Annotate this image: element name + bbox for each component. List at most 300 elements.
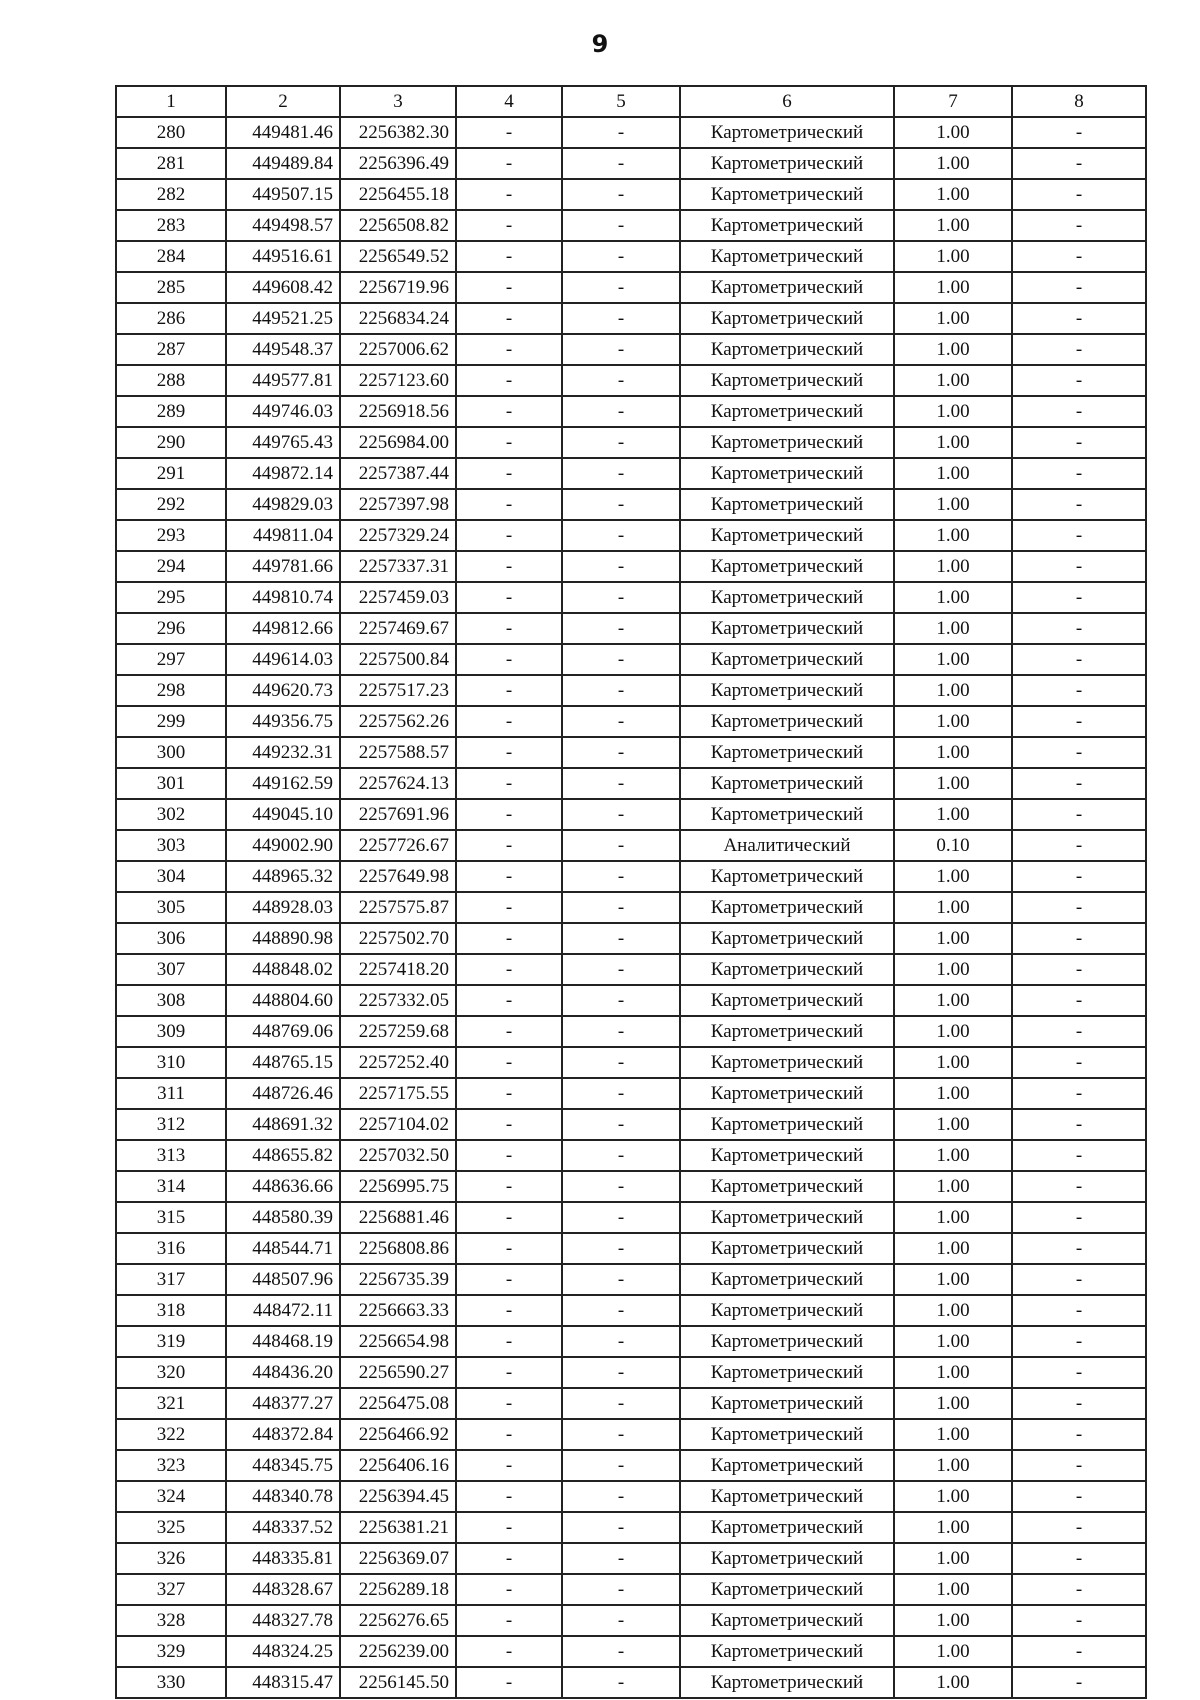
table-cell: 2257123.60 xyxy=(340,365,456,396)
table-cell: - xyxy=(456,1574,562,1605)
table-cell: 449781.66 xyxy=(226,551,340,582)
table-cell: 1.00 xyxy=(894,334,1012,365)
table-cell: 1.00 xyxy=(894,117,1012,148)
table-cell: 297 xyxy=(116,644,226,675)
table-cell: 1.00 xyxy=(894,1636,1012,1667)
table-cell: 449521.25 xyxy=(226,303,340,334)
table-cell: 449811.04 xyxy=(226,520,340,551)
table-cell: 2256808.86 xyxy=(340,1233,456,1264)
table-cell: - xyxy=(562,117,680,148)
table-cell: - xyxy=(1012,1233,1146,1264)
table-cell: 448769.06 xyxy=(226,1016,340,1047)
table-cell: 2257562.26 xyxy=(340,706,456,737)
table-cell: 1.00 xyxy=(894,1078,1012,1109)
table-cell: - xyxy=(456,1326,562,1357)
table-row xyxy=(116,768,1146,799)
table-row xyxy=(116,241,1146,272)
table-cell: 287 xyxy=(116,334,226,365)
table-cell: 2257517.23 xyxy=(340,675,456,706)
table-cell: 449045.10 xyxy=(226,799,340,830)
table-cell: - xyxy=(456,520,562,551)
table-cell: - xyxy=(456,1202,562,1233)
table-cell: 448890.98 xyxy=(226,923,340,954)
table-cell: 291 xyxy=(116,458,226,489)
table-cell: 2257500.84 xyxy=(340,644,456,675)
table-cell: - xyxy=(562,1171,680,1202)
table-cell: 1.00 xyxy=(894,1388,1012,1419)
table-row xyxy=(116,458,1146,489)
table-cell: - xyxy=(1012,1481,1146,1512)
table-cell: Картометрический xyxy=(680,768,894,799)
table-cell: 1.00 xyxy=(894,613,1012,644)
table-cell: 2256381.21 xyxy=(340,1512,456,1543)
table-cell: - xyxy=(456,458,562,489)
table-cell: - xyxy=(456,582,562,613)
table-cell: Картометрический xyxy=(680,210,894,241)
table-cell: - xyxy=(562,489,680,520)
table-row xyxy=(116,1667,1146,1698)
table-cell: Картометрический xyxy=(680,985,894,1016)
table-cell: - xyxy=(1012,1264,1146,1295)
table-cell: - xyxy=(562,892,680,923)
table-cell: - xyxy=(456,117,562,148)
table-cell: - xyxy=(1012,861,1146,892)
table-cell: - xyxy=(1012,1047,1146,1078)
table-cell: - xyxy=(562,923,680,954)
table-cell: 322 xyxy=(116,1419,226,1450)
table-cell: 1.00 xyxy=(894,551,1012,582)
table-cell: 2256455.18 xyxy=(340,179,456,210)
table-cell: 1.00 xyxy=(894,1326,1012,1357)
table-cell: 449489.84 xyxy=(226,148,340,179)
table-cell: 1.00 xyxy=(894,427,1012,458)
table-cell: 295 xyxy=(116,582,226,613)
table-row xyxy=(116,551,1146,582)
table-row xyxy=(116,830,1146,861)
table-cell: Картометрический xyxy=(680,675,894,706)
table-cell: - xyxy=(562,1326,680,1357)
table-cell: 449002.90 xyxy=(226,830,340,861)
table-cell: Картометрический xyxy=(680,1512,894,1543)
table-cell: 1.00 xyxy=(894,1295,1012,1326)
table-cell: - xyxy=(562,1264,680,1295)
table-cell: 1.00 xyxy=(894,706,1012,737)
table-cell: 2257418.20 xyxy=(340,954,456,985)
table-cell: - xyxy=(1012,675,1146,706)
table-cell: - xyxy=(1012,179,1146,210)
table-cell: 2257691.96 xyxy=(340,799,456,830)
table-row xyxy=(116,985,1146,1016)
table-cell: 307 xyxy=(116,954,226,985)
table-cell: 1.00 xyxy=(894,1202,1012,1233)
table-cell: 448372.84 xyxy=(226,1419,340,1450)
table-cell: 306 xyxy=(116,923,226,954)
table-cell: - xyxy=(1012,210,1146,241)
header-cell: 7 xyxy=(894,86,1012,117)
table-cell: - xyxy=(456,737,562,768)
table-cell: Картометрический xyxy=(680,582,894,613)
table-cell: 313 xyxy=(116,1140,226,1171)
table-cell: 2256881.46 xyxy=(340,1202,456,1233)
table-cell: - xyxy=(1012,954,1146,985)
table-cell: 323 xyxy=(116,1450,226,1481)
table-cell: 1.00 xyxy=(894,675,1012,706)
table-cell: - xyxy=(562,1047,680,1078)
table-cell: - xyxy=(1012,551,1146,582)
table-cell: - xyxy=(456,1512,562,1543)
table-cell: - xyxy=(562,551,680,582)
table-cell: 2257649.98 xyxy=(340,861,456,892)
table-cell: 448345.75 xyxy=(226,1450,340,1481)
table-cell: 448472.11 xyxy=(226,1295,340,1326)
table-row xyxy=(116,1574,1146,1605)
table-row xyxy=(116,613,1146,644)
table-row xyxy=(116,1543,1146,1574)
table-cell: Картометрический xyxy=(680,1078,894,1109)
table-cell: 448928.03 xyxy=(226,892,340,923)
table-cell: - xyxy=(562,1109,680,1140)
table-cell: 1.00 xyxy=(894,1233,1012,1264)
table-cell: - xyxy=(456,644,562,675)
table-cell: 2256549.52 xyxy=(340,241,456,272)
table-cell: 2257469.67 xyxy=(340,613,456,644)
table-cell: 1.00 xyxy=(894,1140,1012,1171)
table-cell: - xyxy=(1012,768,1146,799)
table-row xyxy=(116,272,1146,303)
table-cell: - xyxy=(456,985,562,1016)
table-cell: - xyxy=(456,1171,562,1202)
table-cell: - xyxy=(1012,365,1146,396)
table-cell: 449812.66 xyxy=(226,613,340,644)
table-cell: 2256663.33 xyxy=(340,1295,456,1326)
table-cell: 449162.59 xyxy=(226,768,340,799)
table-cell: 1.00 xyxy=(894,396,1012,427)
table-cell: 2257459.03 xyxy=(340,582,456,613)
table-cell: 2256654.98 xyxy=(340,1326,456,1357)
table-cell: 292 xyxy=(116,489,226,520)
table-cell: 448337.52 xyxy=(226,1512,340,1543)
table-cell: - xyxy=(1012,644,1146,675)
table-cell: - xyxy=(562,582,680,613)
table-row xyxy=(116,1202,1146,1233)
table-cell: Картометрический xyxy=(680,117,894,148)
table-cell: 289 xyxy=(116,396,226,427)
page-number: 9 xyxy=(591,30,609,58)
table-cell: 2256508.82 xyxy=(340,210,456,241)
table-cell: - xyxy=(562,1543,680,1574)
table-cell: 2256735.39 xyxy=(340,1264,456,1295)
table-row xyxy=(116,737,1146,768)
table-cell: - xyxy=(562,365,680,396)
table-cell: - xyxy=(562,148,680,179)
table-cell: - xyxy=(1012,1016,1146,1047)
table-cell: Картометрический xyxy=(680,458,894,489)
table-cell: 2256466.92 xyxy=(340,1419,456,1450)
table-cell: - xyxy=(1012,520,1146,551)
table-row xyxy=(116,179,1146,210)
table-cell: 1.00 xyxy=(894,1667,1012,1698)
table-cell: - xyxy=(562,985,680,1016)
table-row xyxy=(116,1419,1146,1450)
table-cell: 317 xyxy=(116,1264,226,1295)
table-cell: 448436.20 xyxy=(226,1357,340,1388)
table-cell: 1.00 xyxy=(894,985,1012,1016)
table-cell: - xyxy=(562,396,680,427)
table-cell: - xyxy=(1012,1512,1146,1543)
table-cell: 296 xyxy=(116,613,226,644)
table-cell: 315 xyxy=(116,1202,226,1233)
table-cell: 2256719.96 xyxy=(340,272,456,303)
table-cell: Картометрический xyxy=(680,241,894,272)
table-cell: - xyxy=(562,1636,680,1667)
table-cell: 1.00 xyxy=(894,892,1012,923)
table-cell: 1.00 xyxy=(894,1171,1012,1202)
table-cell: - xyxy=(562,427,680,458)
table-cell: Картометрический xyxy=(680,1481,894,1512)
table-cell: - xyxy=(562,210,680,241)
table-row xyxy=(116,644,1146,675)
table-cell: 1.00 xyxy=(894,1574,1012,1605)
table-cell: 449810.74 xyxy=(226,582,340,613)
table-cell: 2257332.05 xyxy=(340,985,456,1016)
table-cell: 449548.37 xyxy=(226,334,340,365)
table-cell: - xyxy=(456,148,562,179)
table-cell: - xyxy=(1012,1388,1146,1419)
table-cell: - xyxy=(562,272,680,303)
table-row xyxy=(116,148,1146,179)
table-cell: 449614.03 xyxy=(226,644,340,675)
table-cell: 1.00 xyxy=(894,1543,1012,1574)
table-cell: - xyxy=(456,1109,562,1140)
table-cell: - xyxy=(562,303,680,334)
table-cell: - xyxy=(456,675,562,706)
table-row xyxy=(116,334,1146,365)
table-cell: 2257104.02 xyxy=(340,1109,456,1140)
table-cell: - xyxy=(562,1233,680,1264)
table-cell: - xyxy=(1012,1574,1146,1605)
table-cell: 449498.57 xyxy=(226,210,340,241)
table-cell: Картометрический xyxy=(680,861,894,892)
table-cell: 448636.66 xyxy=(226,1171,340,1202)
table-cell: - xyxy=(456,923,562,954)
table-row xyxy=(116,1047,1146,1078)
coordinates-table xyxy=(115,85,1147,1699)
table-cell: 449577.81 xyxy=(226,365,340,396)
table-cell: 1.00 xyxy=(894,1357,1012,1388)
header-cell: 6 xyxy=(680,86,894,117)
table-cell: - xyxy=(456,1667,562,1698)
table-cell: 1.00 xyxy=(894,768,1012,799)
table-cell: 303 xyxy=(116,830,226,861)
table-row xyxy=(116,117,1146,148)
table-cell: - xyxy=(562,1140,680,1171)
table-body xyxy=(116,117,1146,1698)
table-cell: - xyxy=(456,1636,562,1667)
table-cell: 448324.25 xyxy=(226,1636,340,1667)
table-cell: 1.00 xyxy=(894,272,1012,303)
table-cell: Картометрический xyxy=(680,644,894,675)
table-cell: - xyxy=(1012,303,1146,334)
table-row xyxy=(116,1171,1146,1202)
table-cell: 449516.61 xyxy=(226,241,340,272)
table-cell: Картометрический xyxy=(680,923,894,954)
table-cell: 2256995.75 xyxy=(340,1171,456,1202)
table-cell: - xyxy=(562,737,680,768)
table-cell: 449829.03 xyxy=(226,489,340,520)
table-cell: Картометрический xyxy=(680,613,894,644)
table-cell: - xyxy=(562,1512,680,1543)
table-cell: - xyxy=(456,303,562,334)
table-cell: - xyxy=(1012,737,1146,768)
table-cell: - xyxy=(456,1419,562,1450)
table-cell: Картометрический xyxy=(680,892,894,923)
table-cell: - xyxy=(562,768,680,799)
table-cell: Картометрический xyxy=(680,1574,894,1605)
table-row xyxy=(116,675,1146,706)
table-cell: 2257588.57 xyxy=(340,737,456,768)
table-cell: Картометрический xyxy=(680,303,894,334)
table-cell: - xyxy=(562,1667,680,1698)
table-cell: 448848.02 xyxy=(226,954,340,985)
table-cell: 449356.75 xyxy=(226,706,340,737)
table-row xyxy=(116,1450,1146,1481)
table-cell: - xyxy=(1012,985,1146,1016)
table-cell: 312 xyxy=(116,1109,226,1140)
table-cell: - xyxy=(562,179,680,210)
table-row xyxy=(116,1636,1146,1667)
table-cell: 2256145.50 xyxy=(340,1667,456,1698)
table-cell: 310 xyxy=(116,1047,226,1078)
table-cell: Аналитический xyxy=(680,830,894,861)
table-cell: - xyxy=(562,706,680,737)
table-cell: 448328.67 xyxy=(226,1574,340,1605)
table-cell: - xyxy=(1012,427,1146,458)
table-cell: 1.00 xyxy=(894,1481,1012,1512)
table-cell: 448580.39 xyxy=(226,1202,340,1233)
table-row xyxy=(116,954,1146,985)
table-cell: - xyxy=(1012,1357,1146,1388)
table-row xyxy=(116,1295,1146,1326)
table-cell: - xyxy=(456,365,562,396)
table-cell: 448691.32 xyxy=(226,1109,340,1140)
table-cell: 2257726.67 xyxy=(340,830,456,861)
table-cell: 327 xyxy=(116,1574,226,1605)
table-cell: Картометрический xyxy=(680,1357,894,1388)
table-cell: 449765.43 xyxy=(226,427,340,458)
table-cell: 330 xyxy=(116,1667,226,1698)
table-cell: 309 xyxy=(116,1016,226,1047)
table-cell: 449507.15 xyxy=(226,179,340,210)
table-cell: - xyxy=(456,396,562,427)
table-cell: - xyxy=(1012,613,1146,644)
table-cell: 1.00 xyxy=(894,303,1012,334)
table-row xyxy=(116,303,1146,334)
table-cell: 326 xyxy=(116,1543,226,1574)
table-cell: - xyxy=(562,1016,680,1047)
table-cell: - xyxy=(1012,458,1146,489)
table-cell: 2256834.24 xyxy=(340,303,456,334)
table-cell: 304 xyxy=(116,861,226,892)
table-cell: Картометрический xyxy=(680,148,894,179)
table-cell: - xyxy=(1012,706,1146,737)
table-cell: 2257175.55 xyxy=(340,1078,456,1109)
table-cell: 1.00 xyxy=(894,179,1012,210)
table-cell: - xyxy=(1012,148,1146,179)
table-cell: - xyxy=(1012,1140,1146,1171)
table-cell: 298 xyxy=(116,675,226,706)
table-row xyxy=(116,1140,1146,1171)
table-cell: 448965.32 xyxy=(226,861,340,892)
table-cell: 311 xyxy=(116,1078,226,1109)
table-cell: 1.00 xyxy=(894,861,1012,892)
table-cell: - xyxy=(456,1481,562,1512)
table-cell: 288 xyxy=(116,365,226,396)
table-cell: 2257329.24 xyxy=(340,520,456,551)
table-header-row xyxy=(116,86,1146,117)
table-cell: - xyxy=(1012,830,1146,861)
table-row xyxy=(116,1388,1146,1419)
table-row xyxy=(116,1016,1146,1047)
table-cell: - xyxy=(456,272,562,303)
table-cell: Картометрический xyxy=(680,1047,894,1078)
table-cell: 448765.15 xyxy=(226,1047,340,1078)
table-row xyxy=(116,861,1146,892)
table-cell: - xyxy=(562,1481,680,1512)
table-cell: 1.00 xyxy=(894,489,1012,520)
table-cell: 448327.78 xyxy=(226,1605,340,1636)
table-cell: - xyxy=(456,1264,562,1295)
table-cell: 2256289.18 xyxy=(340,1574,456,1605)
table-cell: - xyxy=(456,706,562,737)
table-cell: 283 xyxy=(116,210,226,241)
table-cell: Картометрический xyxy=(680,365,894,396)
table-cell: - xyxy=(562,520,680,551)
table-cell: - xyxy=(562,954,680,985)
table-row xyxy=(116,396,1146,427)
table-row xyxy=(116,1512,1146,1543)
table-cell: 1.00 xyxy=(894,148,1012,179)
table-cell: 2256984.00 xyxy=(340,427,456,458)
table-cell: - xyxy=(1012,1419,1146,1450)
table-cell: Картометрический xyxy=(680,1109,894,1140)
table-cell: 1.00 xyxy=(894,520,1012,551)
table-row xyxy=(116,365,1146,396)
table-cell: 2256590.27 xyxy=(340,1357,456,1388)
table-cell: - xyxy=(456,427,562,458)
table-cell: 1.00 xyxy=(894,1047,1012,1078)
table-cell: 294 xyxy=(116,551,226,582)
header-cell: 5 xyxy=(562,86,680,117)
table-row xyxy=(116,1605,1146,1636)
table-cell: 1.00 xyxy=(894,954,1012,985)
table-cell: - xyxy=(562,1574,680,1605)
table-cell: - xyxy=(456,1233,562,1264)
table-row xyxy=(116,1109,1146,1140)
table-cell: - xyxy=(456,1016,562,1047)
table-cell: 286 xyxy=(116,303,226,334)
table-cell: 284 xyxy=(116,241,226,272)
table-cell: 448377.27 xyxy=(226,1388,340,1419)
table-cell: - xyxy=(1012,1171,1146,1202)
table-cell: 449620.73 xyxy=(226,675,340,706)
header-cell: 1 xyxy=(116,86,226,117)
table-row xyxy=(116,923,1146,954)
table-row xyxy=(116,892,1146,923)
table-cell: - xyxy=(562,1295,680,1326)
table-cell: 1.00 xyxy=(894,923,1012,954)
table-row xyxy=(116,489,1146,520)
table-cell: - xyxy=(1012,396,1146,427)
